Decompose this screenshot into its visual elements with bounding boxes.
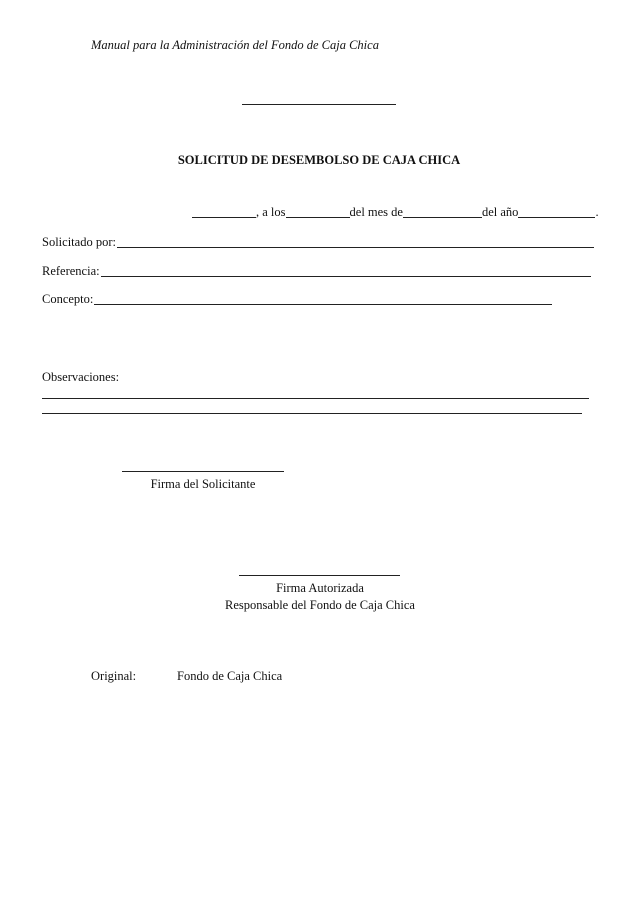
observaciones-label: Observaciones: xyxy=(42,370,120,384)
responsable-label: Responsable del Fondo de Caja Chica xyxy=(225,598,415,612)
concepto-field[interactable] xyxy=(42,292,552,307)
distribution-value: Fondo de Caja Chica xyxy=(177,669,283,683)
referencia-field[interactable] xyxy=(42,264,591,279)
observaciones-line-2[interactable] xyxy=(42,413,582,414)
referencia-input-line[interactable] xyxy=(101,276,591,277)
date-row xyxy=(192,205,599,220)
solicitado-por-label: Solicitado por: xyxy=(42,235,116,249)
year-blank[interactable] xyxy=(518,217,595,218)
distribution-label: Original: xyxy=(91,669,137,683)
document-number-line[interactable] xyxy=(242,104,396,105)
date-text-a-los: , a los xyxy=(256,205,286,219)
running-header: Manual para la Administración del Fondo de Caja Chica xyxy=(91,38,379,52)
concepto-label: Concepto: xyxy=(42,292,94,306)
day-blank[interactable] xyxy=(286,217,350,218)
date-text-del-mes: del mes de xyxy=(349,205,403,219)
autorizada-signature-label: Firma Autorizada xyxy=(276,581,364,595)
autorizada-signature-line[interactable] xyxy=(239,575,400,576)
date-text-del-anio: del año xyxy=(481,205,519,219)
solicitante-signature-line[interactable] xyxy=(122,471,284,472)
date-text-end: . xyxy=(595,205,599,219)
month-blank[interactable] xyxy=(403,217,482,218)
referencia-label: Referencia: xyxy=(42,264,100,278)
form-title: SOLICITUD DE DESEMBOLSO DE CAJA CHICA xyxy=(177,153,461,167)
solicitante-signature-label: Firma del Solicitante xyxy=(150,477,256,491)
concepto-input-line[interactable] xyxy=(94,304,552,305)
observaciones-line-1[interactable] xyxy=(42,398,589,399)
solicitado-por-input-line[interactable] xyxy=(117,247,594,248)
solicitado-por-field[interactable] xyxy=(42,235,594,250)
place-blank[interactable] xyxy=(192,217,256,218)
